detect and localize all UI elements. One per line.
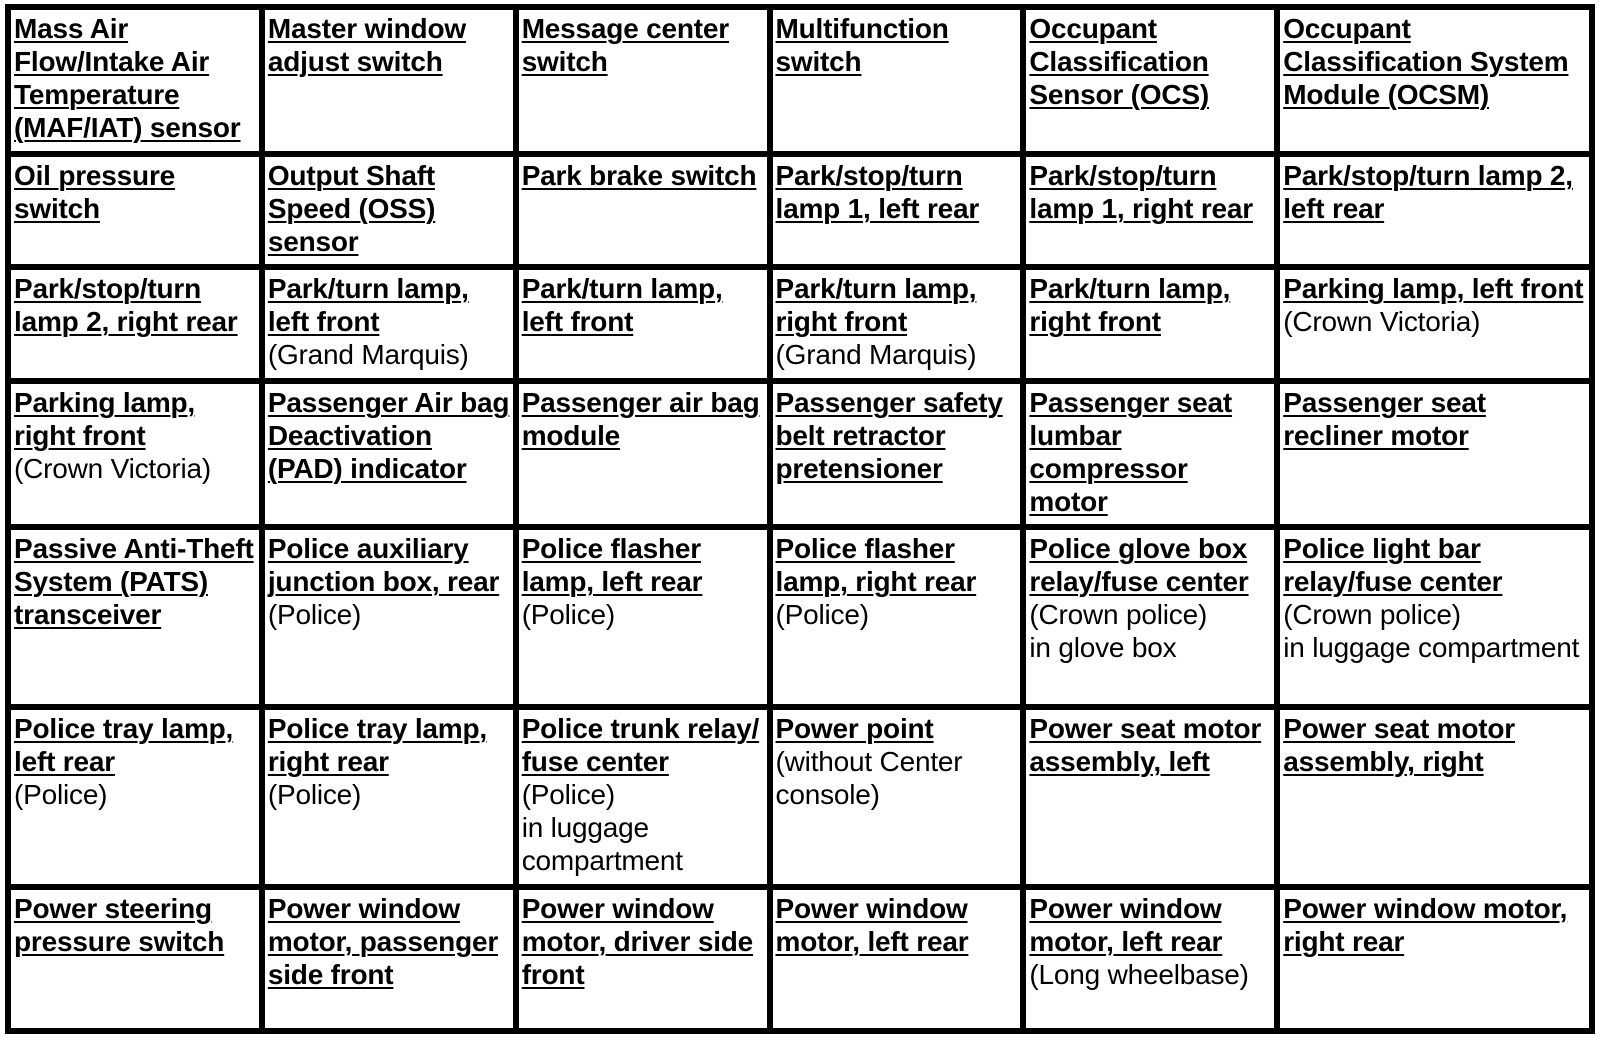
component-cell: [1277, 154, 1592, 267]
component-cell: [1277, 267, 1592, 381]
component-link[interactable]: Park/turn lamp, left front: [521, 273, 723, 338]
component-link[interactable]: Occupant Classification System Module (OCSM): [1283, 13, 1569, 110]
component-link[interactable]: Park/stop/turn lamp 2, right rear: [14, 273, 238, 338]
component-link[interactable]: Park/turn lamp, right front: [775, 273, 977, 338]
component-link[interactable]: Passenger Air bag Deactivation (PAD) indicator: [267, 386, 510, 484]
component-link[interactable]: Power point: [775, 712, 934, 744]
component-cell: [262, 267, 516, 381]
component-note: (Grand Marquis): [775, 339, 977, 371]
component-cell: [1023, 7, 1277, 154]
component-cell: [516, 381, 770, 527]
component-note: (Police): [267, 599, 362, 631]
component-cell: [262, 381, 516, 527]
component-cell: [1277, 381, 1592, 527]
component-cell: [770, 527, 1024, 707]
component-cell: [516, 887, 770, 1031]
component-cell: [770, 381, 1024, 527]
component-link[interactable]: Power seat motor assembly, left: [1029, 712, 1262, 777]
component-note: (Police): [521, 599, 615, 631]
component-link[interactable]: Power window motor, left rear: [775, 892, 969, 957]
component-link[interactable]: Output Shaft Speed (OSS) sensor: [267, 160, 436, 258]
component-link[interactable]: Passenger safety belt retractor pretensioner: [775, 386, 1003, 484]
component-cell: [8, 7, 262, 154]
component-link[interactable]: Police auxiliary junction box, rear: [267, 533, 500, 598]
component-link[interactable]: Mass Air Flow/Intake Air Temperature (MAF/IAT) sensor: [14, 13, 241, 143]
component-cell: [516, 527, 770, 707]
component-link[interactable]: Occupant Classification Sensor (OCS): [1029, 13, 1210, 110]
component-link[interactable]: Police trunk relay/ fuse center: [521, 712, 760, 777]
component-note: (Crown Victoria): [1283, 306, 1481, 338]
component-cell: [8, 887, 262, 1031]
component-link[interactable]: Police glove box relay/fuse center: [1029, 533, 1249, 598]
component-link[interactable]: Parking lamp, left front: [1283, 273, 1584, 305]
table-body: [8, 7, 1592, 1031]
component-link[interactable]: Message center switch: [521, 13, 729, 77]
component-note: (Crown police): [1029, 599, 1208, 631]
component-link[interactable]: Park/stop/turn lamp 1, right rear: [1029, 160, 1253, 225]
component-note: (without Center console): [775, 745, 963, 810]
component-cell: [8, 381, 262, 527]
component-link[interactable]: Police flasher lamp, left rear: [521, 533, 703, 598]
table-row: [8, 267, 1592, 381]
component-link[interactable]: Multifunction switch: [775, 13, 949, 77]
component-cell: [262, 887, 516, 1031]
table-row: [8, 7, 1592, 154]
component-note: (Police): [267, 778, 362, 810]
component-cell: [262, 154, 516, 267]
component-note: (Long wheelbase): [1029, 958, 1249, 990]
component-link[interactable]: Passive Anti-Theft System (PATS) transceiver: [14, 533, 254, 631]
component-cell: [8, 267, 262, 381]
component-link[interactable]: Park/turn lamp, right front: [1029, 273, 1231, 338]
table-row: [8, 381, 1592, 527]
component-cell: [1023, 707, 1277, 887]
component-note: (Police): [14, 778, 108, 810]
component-link[interactable]: Police tray lamp, left rear: [14, 712, 234, 777]
component-link[interactable]: Power window motor, right rear: [1283, 892, 1568, 957]
table-row: [8, 887, 1592, 1031]
component-cell: [1023, 381, 1277, 527]
component-cell: [770, 707, 1024, 887]
component-cell: [770, 154, 1024, 267]
component-link[interactable]: Park brake switch: [521, 160, 757, 192]
component-cell: [1023, 154, 1277, 267]
component-cell: [516, 154, 770, 267]
component-cell: [516, 267, 770, 381]
component-link[interactable]: Police light bar relay/fuse center: [1283, 533, 1503, 598]
component-cell: [262, 527, 516, 707]
table-row: [8, 527, 1592, 707]
component-link[interactable]: Power window motor, driver side front: [521, 892, 754, 990]
component-link[interactable]: Power window motor, left rear: [1029, 892, 1223, 957]
component-link[interactable]: Power steering pressure switch: [14, 892, 225, 957]
component-cell: [770, 7, 1024, 154]
component-cell: [262, 707, 516, 887]
component-cell: [1023, 887, 1277, 1031]
table-row: [8, 707, 1592, 887]
component-cell: [8, 154, 262, 267]
component-index-table: [5, 4, 1595, 1034]
component-cell: [1277, 707, 1592, 887]
component-cell: [516, 707, 770, 887]
component-note: in luggage compartment: [1283, 632, 1580, 664]
component-cell: [1023, 267, 1277, 381]
component-note: in glove box: [1029, 632, 1177, 664]
component-link[interactable]: Master window adjust switch: [267, 13, 466, 77]
component-cell: [1277, 527, 1592, 707]
component-cell: [8, 527, 262, 707]
component-link[interactable]: Park/turn lamp, left front: [267, 273, 469, 338]
component-cell: [770, 267, 1024, 381]
component-note: (Crown police): [1283, 599, 1461, 631]
component-cell: [1023, 527, 1277, 707]
component-cell: [1277, 887, 1592, 1031]
component-cell: [770, 887, 1024, 1031]
component-cell: [516, 7, 770, 154]
component-note: (Police): [521, 778, 615, 810]
component-note: in luggage compartment: [521, 811, 683, 876]
component-note: (Grand Marquis): [267, 339, 469, 371]
component-link[interactable]: Police flasher lamp, right rear: [775, 533, 977, 598]
component-link[interactable]: Oil pressure switch: [14, 160, 176, 225]
component-link[interactable]: Passenger seat lumbar compressor motor: [1029, 386, 1233, 517]
component-link[interactable]: Passenger seat recliner motor: [1283, 386, 1486, 451]
component-note: (Crown Victoria): [14, 452, 211, 484]
component-link[interactable]: Park/stop/turn lamp 2, left rear: [1283, 160, 1573, 225]
component-cell: [8, 707, 262, 887]
component-cell: [1277, 7, 1592, 154]
table-row: [8, 154, 1592, 267]
component-link[interactable]: Passenger air bag module: [521, 386, 760, 451]
component-link[interactable]: Park/stop/turn lamp 1, left rear: [775, 160, 980, 225]
component-link[interactable]: Power window motor, passenger side front: [267, 892, 499, 990]
component-link[interactable]: Power seat motor assembly, right: [1283, 712, 1515, 777]
component-cell: [262, 7, 516, 154]
component-note: (Police): [775, 599, 869, 631]
component-link[interactable]: Police tray lamp, right rear: [267, 712, 487, 777]
component-link[interactable]: Parking lamp, right front: [14, 386, 196, 451]
